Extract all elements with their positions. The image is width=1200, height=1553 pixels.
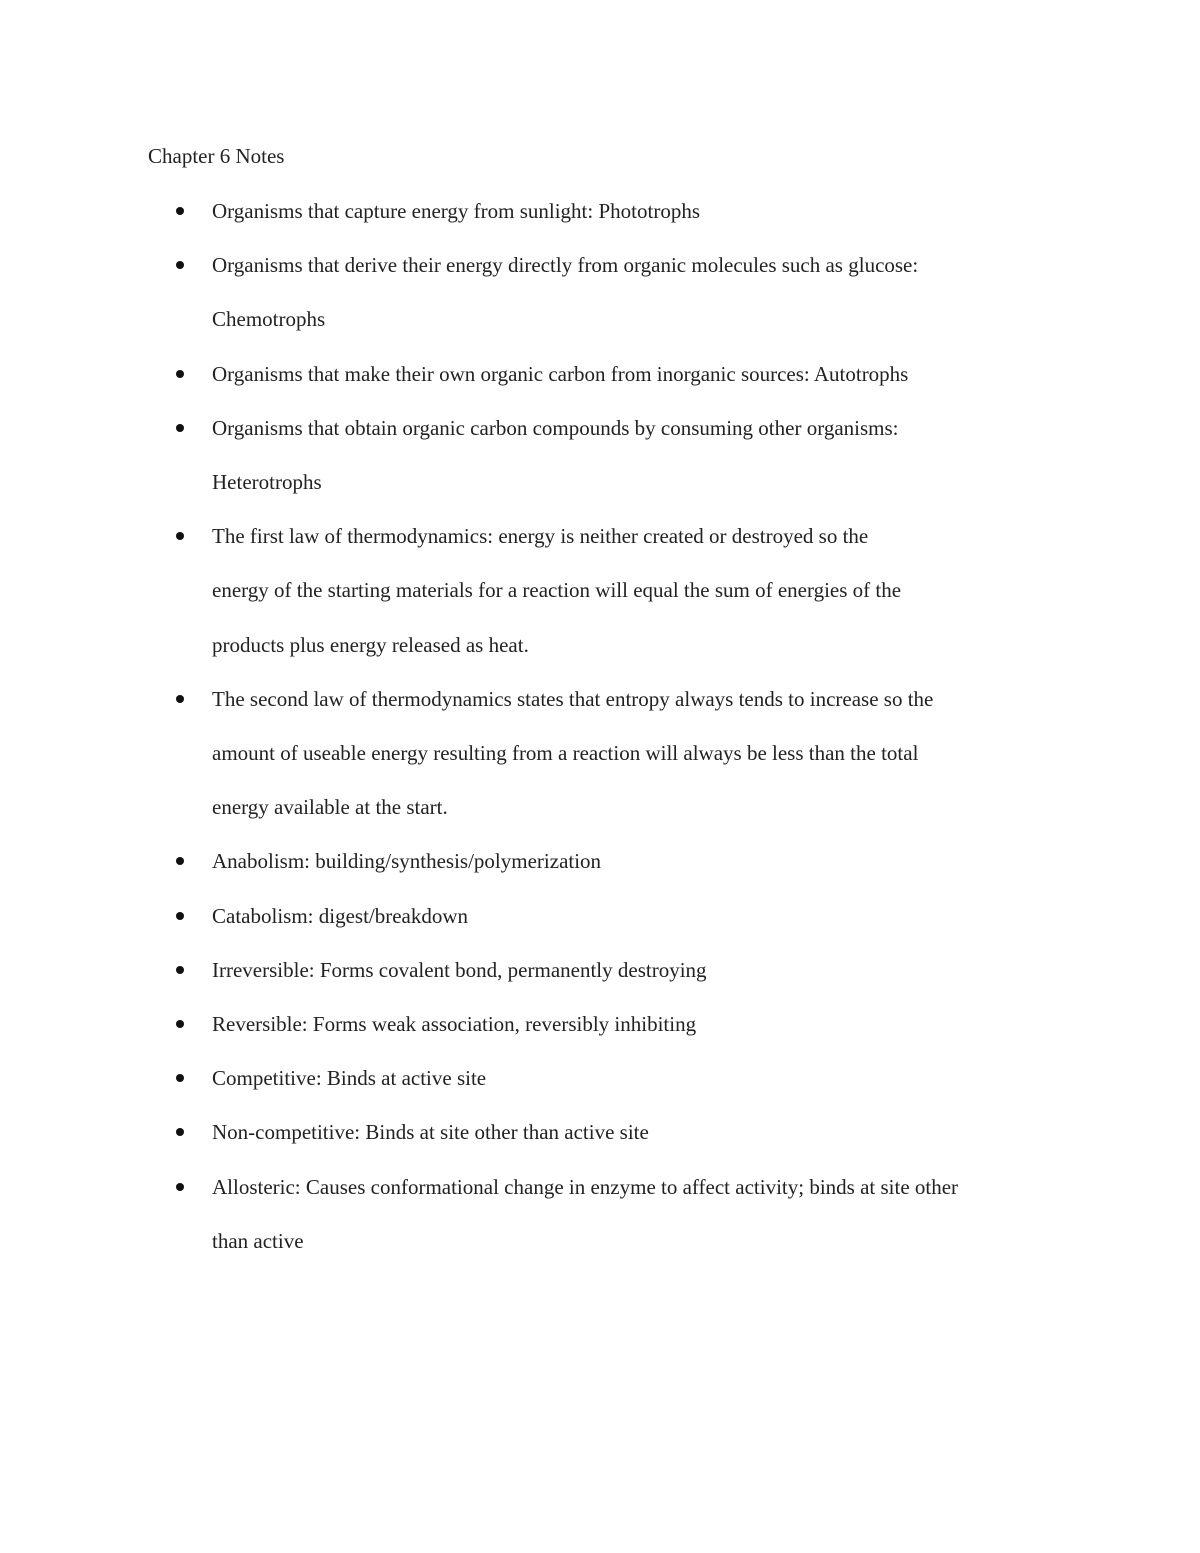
list-item-text: amount of useable energy resulting from a reaction will always be less than the total: [212, 741, 919, 766]
list-item: [0, 672, 1062, 835]
list-item-text: Non-competitive: Binds at site other than active site: [212, 1120, 649, 1145]
list-item: [0, 238, 1062, 346]
list-item-text: Chemotrophs: [212, 307, 326, 332]
list-item-text: Irreversible: Forms covalent bond, permanently destroying: [212, 957, 707, 982]
bullet-icon: [176, 857, 184, 865]
list-item-text: Organisms that capture energy from sunlight: Phototrophs: [212, 199, 700, 223]
bullet-icon: [176, 207, 184, 215]
list-item-text: than active: [212, 1228, 304, 1253]
bullet-icon: [176, 1074, 184, 1082]
list-item-text: Catabolism: digest/breakdown: [212, 903, 469, 928]
list-item: [0, 889, 1062, 943]
bullet-icon: [176, 261, 184, 269]
list-item: [0, 347, 1062, 401]
bullet-icon: [176, 912, 184, 920]
list-item: [0, 943, 1062, 997]
page-title: Chapter 6 Notes: [148, 144, 285, 168]
list-item-text: products plus energy released as heat.: [212, 632, 529, 657]
list-item: [0, 1051, 1062, 1105]
bullet-list: [0, 184, 1200, 1268]
bullet-icon: [176, 370, 184, 378]
list-item-text: Organisms that make their own organic carbon from inorganic sources: Autotrophs: [212, 361, 909, 386]
list-item-text: The second law of thermodynamics states that entropy always tends to increase so the: [212, 686, 934, 711]
bullet-icon: [176, 1128, 184, 1136]
list-item-text: Reversible: Forms weak association, reversibly inhibiting: [212, 1012, 697, 1037]
bullet-icon: [176, 1183, 184, 1191]
bullet-icon: [176, 532, 184, 540]
list-item-text: Anabolism: building/synthesis/polymerization: [212, 849, 602, 874]
bullet-icon: [176, 966, 184, 974]
list-item-text: Heterotrophs: [212, 470, 322, 495]
list-item: [0, 401, 1062, 509]
list-item: [0, 184, 1062, 238]
list-item: [0, 1160, 1062, 1268]
list-item-text: energy available at the start.: [212, 795, 448, 820]
list-item-text: Organisms that obtain organic carbon compounds by consuming other organisms:: [212, 415, 899, 440]
list-item-text: The first law of thermodynamics: energy is neither created or destroyed so the: [212, 524, 869, 549]
list-item-text: Organisms that derive their energy directly from organic molecules such as glucose:: [212, 253, 919, 278]
list-item: [0, 509, 1062, 672]
bullet-icon: [176, 424, 184, 432]
list-item-text: Allosteric: Causes conformational change in enzyme to affect activity; binds at site other: [212, 1174, 959, 1199]
list-item: [0, 834, 1062, 888]
bullet-icon: [176, 695, 184, 703]
list-item-text: Competitive: Binds at active site: [212, 1066, 487, 1091]
list-item-text: energy of the starting materials for a reaction will equal the sum of energies of the: [212, 578, 902, 603]
list-item: [0, 997, 1062, 1051]
bullet-icon: [176, 1020, 184, 1028]
list-item: [0, 1105, 1062, 1159]
